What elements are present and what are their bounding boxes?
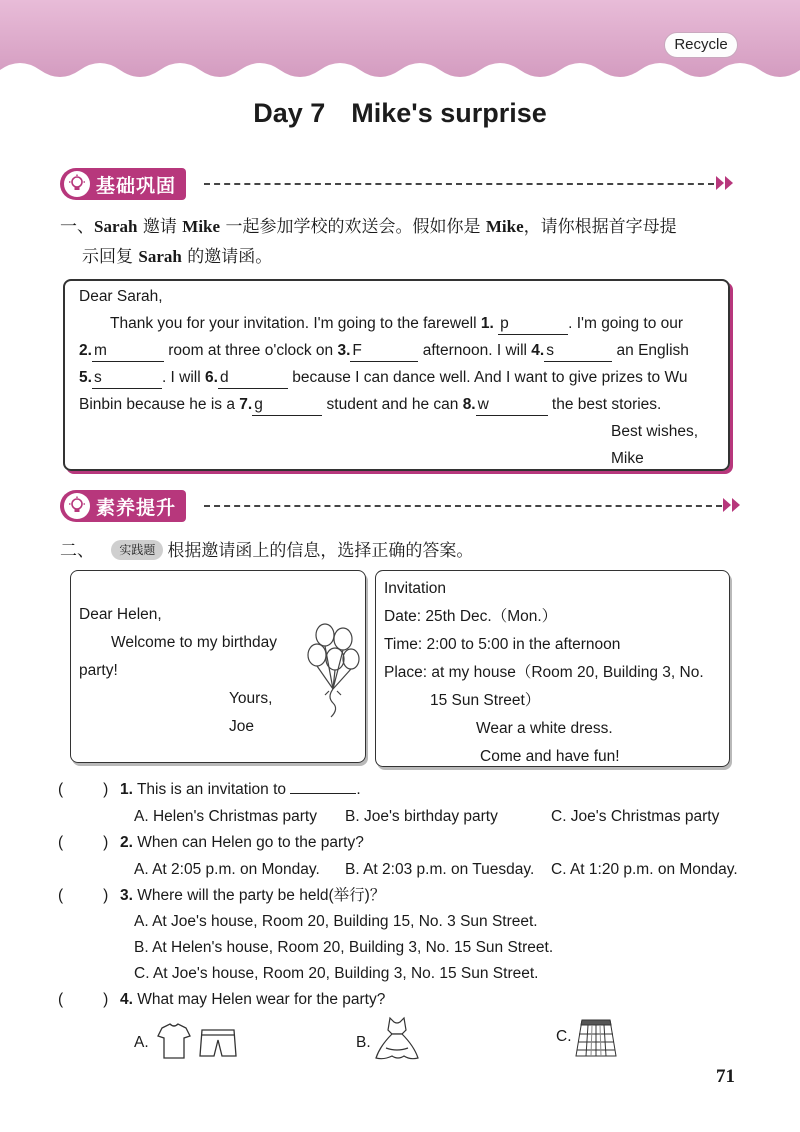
answer-paren-1[interactable]	[58, 777, 120, 803]
plaid-skirt-icon	[574, 1018, 618, 1058]
letter-l4c: the best stories.	[547, 396, 662, 413]
card-signature: Joe	[229, 718, 254, 735]
blank-7-input[interactable]: g	[252, 395, 322, 416]
section-divider-1	[204, 183, 714, 185]
question-2-number: 二、	[60, 541, 94, 561]
question-1-line-2	[60, 242, 677, 272]
letter-signature: Mike	[611, 450, 644, 467]
letter-l3b: because I can dance well. And I want to give prizes to Wu	[287, 369, 688, 386]
invitation-note-1: Wear a white dress.	[476, 720, 613, 737]
card-greeting: Dear Helen,	[79, 606, 162, 623]
q1-line2-b: 的邀请函。	[181, 247, 273, 267]
lightbulb-icon	[64, 493, 90, 519]
letter-closing: Best wishes,	[611, 423, 699, 440]
q1-line2-a: 示回复	[82, 247, 139, 267]
balloons-icon	[303, 619, 363, 719]
card-closing: Yours,	[229, 690, 273, 707]
section-label-2: 素养提升	[96, 496, 177, 519]
letter-line-2	[79, 337, 714, 364]
q3-option-a[interactable]: A. At Joe's house, Room 20, Building 15, No. 3 Sun Street.	[134, 913, 538, 930]
paren-left: (	[58, 834, 64, 851]
double-arrow-icon	[721, 496, 743, 514]
lightbulb-icon	[64, 171, 90, 197]
blank-6-number: 6.	[205, 369, 218, 386]
invitation-place-1: Place: at my house（Room 20, Building 3, No.	[384, 664, 704, 681]
q1-name-sarah: Sarah	[94, 217, 138, 236]
q1-text-3: ，请你根据首字母提	[523, 217, 677, 237]
q2-option-a[interactable]: A. At 2:05 p.m. on Monday.	[134, 861, 320, 878]
q1-text-2: 一起参加学校的欢送会。假如你是	[220, 217, 486, 237]
answer-paren-4[interactable]	[58, 987, 120, 1013]
letter-l2a: room at three o'clock on	[163, 342, 338, 359]
blank-8-number: 8.	[462, 396, 476, 413]
section-divider-2	[204, 505, 722, 507]
mc-question-1	[58, 777, 361, 803]
q2-option-b[interactable]: B. At 2:03 p.m. on Tuesday.	[345, 861, 535, 878]
q4-option-b[interactable]	[356, 1030, 371, 1056]
letter-l4b: student and he can	[322, 396, 463, 413]
question-text: When can Helen go to the party?	[132, 834, 364, 851]
letter-l1: Thank you for your invitation. I'm going to the farewell	[110, 315, 481, 332]
invitation-title: Invitation	[384, 580, 447, 597]
mc-question-4	[58, 987, 385, 1013]
invitation-time: Time: 2:00 to 5:00 in the afternoon	[384, 636, 621, 653]
question-2-text: 根据邀请函上的信息，选择正确的答案。	[167, 541, 474, 561]
letter-line-1	[79, 310, 714, 337]
paren-right: )	[103, 887, 109, 904]
page-title	[0, 98, 800, 129]
letter-l4a: Binbin because he is a	[79, 396, 240, 413]
q1-option-b[interactable]: B. Joe's birthday party	[345, 808, 498, 825]
letter-line-4	[79, 391, 714, 418]
dress-icon	[374, 1016, 420, 1062]
q1-name-sarah-2: Sarah	[138, 247, 182, 266]
section-header-1	[60, 168, 186, 200]
paren-left: (	[58, 887, 64, 904]
mc-question-2	[58, 830, 364, 856]
section-pill-2	[60, 490, 186, 522]
card-body-2: party!	[79, 662, 118, 679]
page-number: 71	[716, 1066, 735, 1087]
recycle-tag: Recycle	[664, 32, 738, 58]
invitation-place-2: 15 Sun Street）	[430, 692, 541, 709]
blank-3-number: 3.	[337, 342, 351, 359]
paren-right: )	[103, 834, 109, 851]
title-day: Day 7	[253, 98, 326, 128]
reply-letter-box	[63, 279, 730, 471]
invitation-note-2: Come and have fun!	[480, 748, 620, 765]
q1-option-a[interactable]: A. Helen's Christmas party	[134, 808, 317, 825]
q2-option-c[interactable]: C. At 1:20 p.m. on Monday.	[551, 861, 738, 878]
blank-5-input[interactable]: s	[92, 368, 162, 389]
question-1-number: 一、	[60, 217, 94, 237]
invitation-card	[375, 570, 730, 767]
answer-paren-3[interactable]	[58, 883, 120, 909]
blank-1-input[interactable]: p	[498, 314, 568, 335]
section-label-1: 基础巩固	[96, 174, 177, 197]
q4-option-a[interactable]	[134, 1030, 149, 1056]
birthday-card	[70, 570, 366, 763]
q4-option-a-label: A.	[134, 1034, 149, 1051]
blank-5-number: 5.	[79, 369, 92, 386]
letter-line-3	[79, 364, 714, 391]
mc-question-3	[58, 883, 385, 909]
q1-name-mike: Mike	[182, 217, 221, 236]
title-topic: Mike's surprise	[351, 98, 547, 128]
q1-option-c[interactable]: C. Joe's Christmas party	[551, 808, 720, 825]
q3-option-c[interactable]: C. At Joe's house, Room 20, Building 3, No. 15 Sun Street.	[134, 965, 539, 982]
paren-right: )	[103, 991, 109, 1008]
blank-3-input[interactable]: F	[350, 341, 418, 362]
letter-l1b: . I'm going to our	[568, 315, 684, 332]
q1-answer-blank[interactable]	[290, 793, 356, 794]
question-text: What may Helen wear for the party?	[132, 991, 386, 1008]
blank-7-number: 7.	[239, 396, 253, 413]
section-header-2	[60, 490, 186, 522]
double-arrow-icon	[714, 174, 736, 192]
blank-2-number: 2.	[79, 342, 92, 359]
blank-4-number: 4.	[531, 342, 545, 359]
question-text: Where will the party be held(举行)？	[132, 887, 386, 904]
blank-8-input[interactable]: w	[476, 395, 548, 416]
letter-l3a: . I will	[161, 369, 205, 386]
question-tail: .	[356, 781, 361, 798]
blank-2-input[interactable]: m	[92, 341, 164, 362]
question-1-heading	[60, 212, 677, 272]
tshirt-and-shorts-icon	[154, 1022, 240, 1062]
letter-l2c: an English	[612, 342, 689, 359]
card-body-1: Welcome to my birthday	[111, 634, 277, 651]
paren-left: (	[58, 991, 64, 1008]
q4-option-b-label: B.	[356, 1034, 371, 1051]
question-text: This is an invitation to	[132, 781, 291, 798]
invitation-date: Date: 25th Dec.（Mon.）	[384, 608, 558, 625]
q3-option-b[interactable]: B. At Helen's house, Room 20, Building 3, No. 15 Sun Street.	[134, 939, 554, 956]
blank-1-number: 1.	[480, 315, 494, 332]
question-number: 1.	[120, 781, 133, 798]
q4-option-c-label: C.	[556, 1028, 572, 1045]
question-number: 2.	[120, 834, 133, 851]
q4-option-c[interactable]	[556, 1024, 572, 1050]
question-number: 4.	[120, 991, 133, 1008]
q1-name-mike-2: Mike	[485, 217, 524, 236]
letter-greeting: Dear Sarah,	[79, 288, 163, 305]
practice-badge: 实践题	[111, 540, 163, 560]
blank-4-input[interactable]: s	[544, 341, 612, 362]
question-number: 3.	[120, 887, 133, 904]
paren-right: )	[103, 781, 109, 798]
paren-left: (	[58, 781, 64, 798]
question-2-heading	[60, 536, 473, 566]
blank-6-input[interactable]: d	[218, 368, 288, 389]
answer-paren-2[interactable]	[58, 830, 120, 856]
q1-text-1: 邀请	[137, 217, 183, 237]
letter-l2b: afternoon. I will	[418, 342, 532, 359]
section-pill-1	[60, 168, 186, 200]
